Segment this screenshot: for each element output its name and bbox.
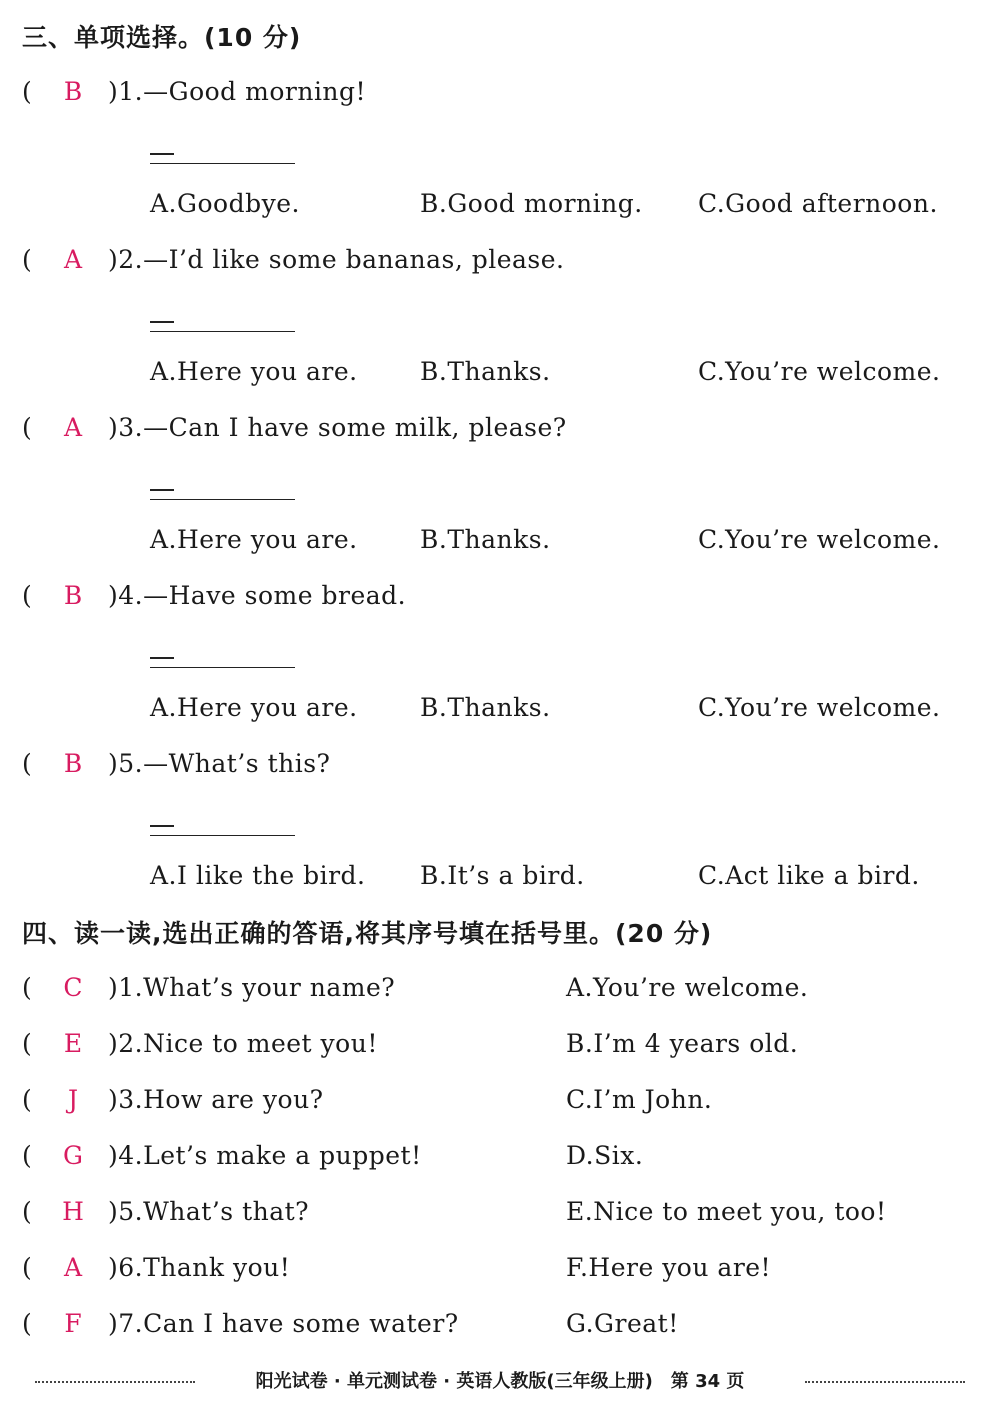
option-c: C.You’re welcome. — [698, 357, 941, 386]
answer: E — [63, 1029, 83, 1058]
options-row — [0, 352, 1000, 392]
option-a: A.Here you are. — [150, 693, 358, 722]
answer: B — [63, 77, 83, 106]
open-paren: ( — [22, 77, 32, 106]
answer-blank — [150, 308, 295, 332]
open-paren: ( — [22, 581, 32, 610]
option-a: A.I like the bird. — [150, 861, 366, 890]
option-b: B.Thanks. — [420, 525, 551, 554]
reply-option: B.I’m 4 years old. — [566, 1029, 799, 1058]
reply-option: E.Nice to meet you, too! — [566, 1197, 887, 1226]
question-1 — [0, 72, 1000, 112]
answer: G — [63, 1141, 83, 1170]
reply-option: C.I’m John. — [566, 1085, 713, 1114]
open-paren: ( — [22, 1085, 32, 1114]
answer: B — [63, 749, 83, 778]
match-item-3 — [0, 1080, 1000, 1120]
match-item-1 — [0, 968, 1000, 1008]
match-item-6 — [0, 1248, 1000, 1288]
match-item-5 — [0, 1192, 1000, 1232]
match-item-4 — [0, 1136, 1000, 1176]
options-row — [0, 856, 1000, 896]
question-text: )1.What’s your name? — [108, 973, 396, 1002]
question-text: )5.What’s that? — [108, 1197, 310, 1226]
option-c: C.Good afternoon. — [698, 189, 938, 218]
open-paren: ( — [22, 1197, 32, 1226]
footer-dotted-rule-left — [35, 1381, 195, 1383]
option-b: B.Thanks. — [420, 357, 551, 386]
page-footer — [0, 1366, 1000, 1398]
answer: A — [63, 245, 83, 274]
question-text: )5.—What’s this? — [108, 749, 331, 778]
answer-blank — [150, 140, 295, 164]
answer: A — [63, 413, 83, 442]
footer-text: 阳光试卷 · 单元测试卷 · 英语人教版(三年级上册) 第 34 页 — [255, 1371, 745, 1392]
open-paren: ( — [22, 1309, 32, 1338]
option-b: B.It’s a bird. — [420, 861, 585, 890]
question-text: )2.—I’d like some bananas, please. — [108, 245, 565, 274]
reply-option: G.Great! — [566, 1309, 679, 1338]
reply-option: D.Six. — [566, 1141, 644, 1170]
option-c: C.You’re welcome. — [698, 525, 941, 554]
answer-blank — [150, 476, 295, 500]
reply-option: F.Here you are! — [566, 1253, 772, 1282]
options-row — [0, 688, 1000, 728]
section-3-heading: 三、单项选择。(10 分) — [22, 23, 302, 52]
open-paren: ( — [22, 1253, 32, 1282]
option-c: C.Act like a bird. — [698, 861, 920, 890]
open-paren: ( — [22, 749, 32, 778]
answer: H — [62, 1197, 84, 1226]
question-4 — [0, 576, 1000, 616]
open-paren: ( — [22, 245, 32, 274]
question-5 — [0, 744, 1000, 784]
question-text: )4.Let’s make a puppet! — [108, 1141, 422, 1170]
question-text: )1.—Good morning! — [108, 77, 367, 106]
match-item-2 — [0, 1024, 1000, 1064]
match-item-7 — [0, 1304, 1000, 1344]
question-text: )4.—Have some bread. — [108, 581, 407, 610]
options-row — [0, 184, 1000, 224]
question-text: )2.Nice to meet you! — [108, 1029, 378, 1058]
option-a: A.Here you are. — [150, 525, 358, 554]
open-paren: ( — [22, 413, 32, 442]
answer: C — [63, 973, 83, 1002]
open-paren: ( — [22, 973, 32, 1002]
answer: A — [63, 1253, 83, 1282]
open-paren: ( — [22, 1029, 32, 1058]
question-text: )7.Can I have some water? — [108, 1309, 459, 1338]
answer-blank — [150, 812, 295, 836]
answer: B — [63, 581, 83, 610]
question-text: )6.Thank you! — [108, 1253, 291, 1282]
answer: J — [67, 1085, 79, 1114]
question-text: )3.How are you? — [108, 1085, 324, 1114]
option-b: B.Thanks. — [420, 693, 551, 722]
question-text: )3.—Can I have some milk, please? — [108, 413, 567, 442]
reply-option: A.You’re welcome. — [566, 973, 809, 1002]
section-4-heading: 四、读一读,选出正确的答语,将其序号填在括号里。(20 分) — [22, 919, 713, 948]
option-a: A.Goodbye. — [150, 189, 300, 218]
footer-dotted-rule-right — [805, 1381, 965, 1383]
option-b: B.Good morning. — [420, 189, 643, 218]
open-paren: ( — [22, 1141, 32, 1170]
options-row — [0, 520, 1000, 560]
question-2 — [0, 240, 1000, 280]
question-3 — [0, 408, 1000, 448]
answer-blank — [150, 644, 295, 668]
option-a: A.Here you are. — [150, 357, 358, 386]
answer: F — [64, 1309, 82, 1338]
option-c: C.You’re welcome. — [698, 693, 941, 722]
